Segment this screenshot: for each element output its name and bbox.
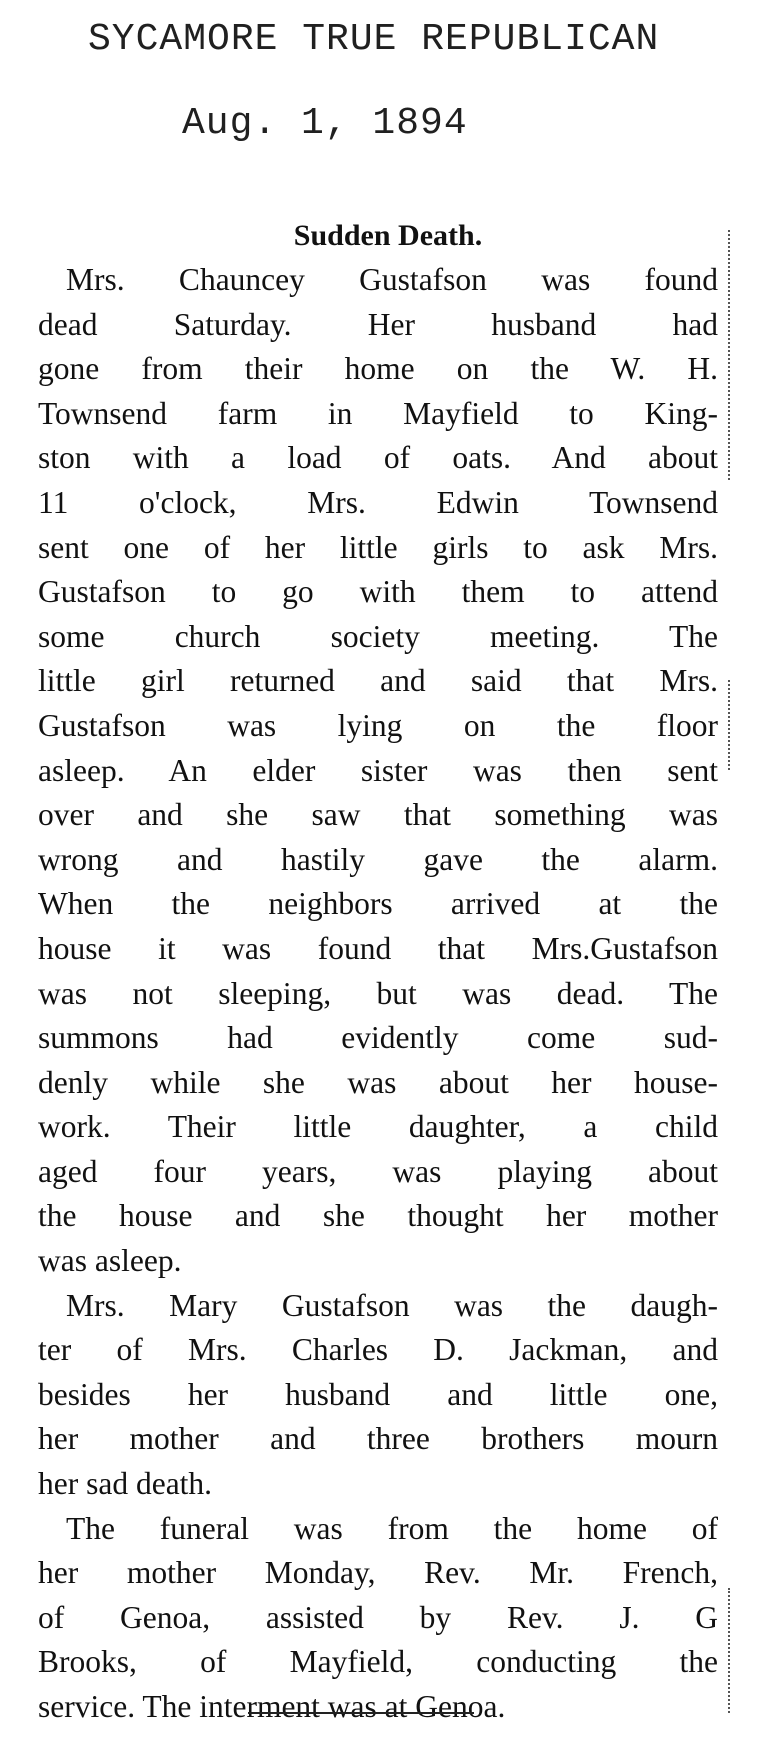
article-line: Brooks, of Mayfield, conducting the	[38, 1644, 718, 1680]
article-line: gone from their home on the W. H.	[38, 351, 718, 387]
newspaper-title: SYCAMORE TRUE REPUBLICAN	[88, 18, 660, 61]
article-line: some church society meeting. The	[38, 618, 718, 654]
column-rule-bottom	[728, 1588, 730, 1713]
article-line: her mother and three brothers mourn	[38, 1421, 718, 1457]
article-paragraph	[38, 1507, 718, 1730]
article-line: was not sleeping, but was dead. The	[38, 975, 718, 1011]
article-line: over and she saw that something was	[38, 797, 718, 833]
article-line: service. The interment was at Genoa.	[38, 1689, 506, 1724]
article-line: Gustafson to go with them to attend	[38, 574, 718, 610]
article-line: When the neighbors arrived at the	[38, 886, 718, 922]
article-line: Townsend farm in Mayfield to King-	[38, 395, 718, 431]
article-line: her sad death.	[38, 1466, 213, 1502]
column-rule-top	[728, 230, 730, 480]
article-body	[38, 258, 718, 1730]
article-line: ter of Mrs. Charles D. Jackman, and	[38, 1332, 718, 1368]
article-end-rule	[248, 1712, 474, 1714]
article-line: the house and she thought her mother	[38, 1198, 718, 1234]
article-line: work. Their little daughter, a child	[38, 1109, 718, 1145]
issue-date: Aug. 1, 1894	[182, 102, 468, 145]
article-line: wrong and hastily gave the alarm.	[38, 841, 718, 877]
article-line: was asleep.	[38, 1243, 182, 1279]
article-line: Mrs. Mary Gustafson was the daugh-	[66, 1287, 718, 1323]
article-line: her mother Monday, Rev. Mr. French,	[38, 1555, 718, 1591]
article-line: sent one of her little girls to ask Mrs.	[38, 529, 718, 565]
article-line: aged four years, was playing about	[38, 1153, 718, 1189]
article-line: of Genoa, assisted by Rev. J. G	[38, 1599, 718, 1635]
column-rule-middle	[728, 680, 730, 770]
article-line: 11 o'clock, Mrs. Edwin Townsend	[38, 484, 718, 520]
article-line: Mrs. Chauncey Gustafson was found	[66, 262, 718, 297]
article-line: dead Saturday. Her husband had	[38, 306, 718, 342]
article-line: ston with a load of oats. And about	[38, 440, 718, 476]
article-line: denly while she was about her house-	[38, 1064, 718, 1100]
article-headline: Sudden Death.	[293, 219, 483, 252]
article-line: asleep. An elder sister was then sent	[38, 752, 718, 788]
article-column	[38, 218, 718, 1730]
article-line: house it was found that Mrs.Gustafson	[38, 930, 718, 966]
article-paragraph	[38, 258, 718, 1284]
article-line: summons had evidently come sud-	[38, 1020, 718, 1056]
article-line: Gustafson was lying on the floor	[38, 707, 718, 743]
article-line: The funeral was from the home of	[66, 1510, 718, 1546]
article-paragraph	[38, 1284, 718, 1507]
article-line: little girl returned and said that Mrs.	[38, 663, 718, 699]
article-line: besides her husband and little one,	[38, 1376, 718, 1412]
